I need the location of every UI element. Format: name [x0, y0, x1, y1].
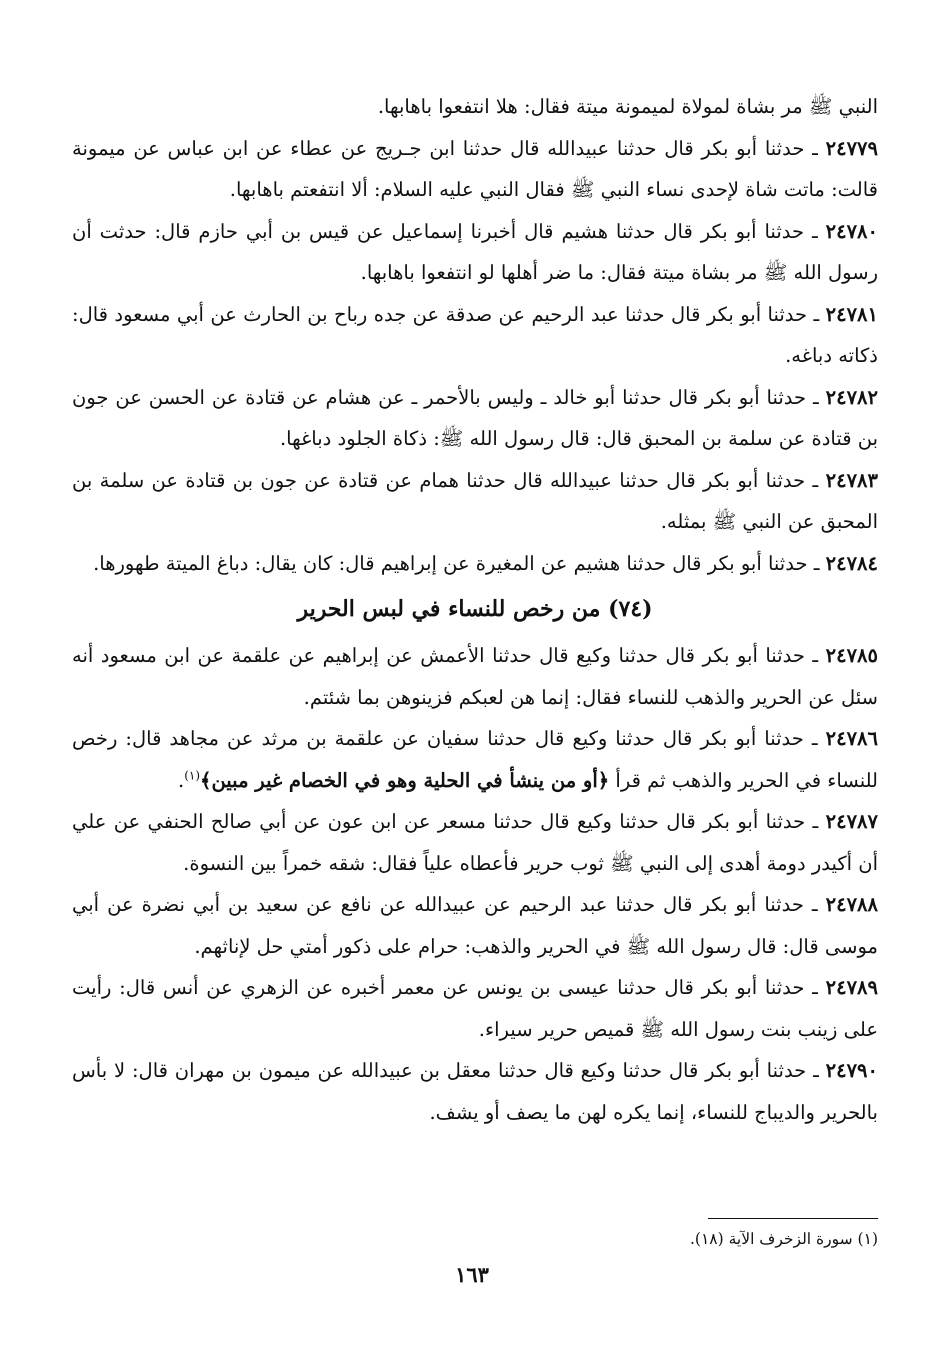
hadith-number: ٢٤٧٨٥: [825, 644, 878, 667]
hadith-item: [72, 211, 878, 294]
hadith-text: ـ حدثنا أبو بكر قال حدثنا عيسى بن يونس عن معمر أخبره عن الزهري عن أنس قال: رأيت على زينب بنت رسول الله ﷺ قميص حرير سيراء.: [72, 976, 878, 1041]
hadith-item: [72, 635, 878, 718]
hadith-item: [72, 543, 878, 585]
hadith-text: ـ حدثنا أبو بكر قال حدثنا عبد الرحيم عن عبيدالله عن نافع عن سعيد بن أبي نضرة عن أبي موسى قال: قال رسول الله ﷺ في الحرير والذهب: حرام على ذكور أمتي حل لإناثهم.: [72, 893, 878, 958]
hadith-item: [72, 718, 878, 801]
section-hadith-list: [72, 635, 878, 1133]
hadith-item: [72, 884, 878, 967]
page-number: ١٦٣: [455, 1262, 489, 1287]
hadith-number: ٢٤٧٨٣: [825, 468, 878, 492]
hadith-text: ـ حدثنا أبو بكر قال حدثنا عبد الرحيم عن صدقة عن جده رباح بن الحارث عن أبي مسعود قال: ذكاته دباغه.: [72, 302, 878, 367]
hadith-text: ـ حدثنا أبو بكر قال حدثنا هشيم قال أخبرنا إسماعيل عن قيس بن أبي حازم قال: حدثت أن رسول الله ﷺ مر بشاة ميتة فقال: ما ضر أهلها لو انتفعوا باهابها.: [72, 219, 878, 284]
hadith-number: ٢٤٧٨٦: [825, 727, 879, 750]
hadith-list: [72, 128, 878, 585]
hadith-text: ـ حدثنا أبو بكر قال حدثنا وكيع قال حدثنا الأعمش عن إبراهيم عن علقمة عن ابن مسعود أنه سئل عن الحرير والذهب للنساء فقال: إنما هن لعبكم فزينوهن بما شئتم.: [72, 644, 878, 709]
quran-verse: ﴿أو من ينشأ في الحلية وهو في الخصام غير مبين﴾: [200, 768, 610, 792]
hadith-text: ـ حدثنا أبو بكر قال حدثنا وكيع قال حدثنا سفيان عن علقمة بن مرثد عن مجاهد قال: رخص للنساء في الحرير والذهب ثم قرأ: [72, 727, 878, 792]
hadith-text: ـ حدثنا أبو بكر قال حدثنا وكيع قال حدثنا مسعر عن ابن عون عن أبي صالح الحنفي عن علي أن أكيدر دومة أهدى إلى النبي ﷺ ثوب حرير فأعطاه علياً فقال: شقه خمراً بين النسوة.: [72, 810, 878, 875]
hadith-number: ٢٤٧٨٩: [825, 976, 878, 999]
hadith-item: [72, 1050, 878, 1133]
hadith-text: ـ حدثنا أبو بكر قال حدثنا عبيدالله قال حدثنا همام عن قتادة عن جون بن قتادة عن سلمة بن المحبق عن النبي ﷺ بمثله.: [72, 468, 878, 533]
footnote-divider: [708, 1218, 878, 1219]
hadith-item: [72, 128, 878, 211]
hadith-number: ٢٤٧٨٢: [825, 385, 878, 409]
page-body: [72, 86, 878, 1133]
hadith-number: ٢٤٧٧٩: [825, 136, 878, 160]
footnote-reference[interactable]: (١): [184, 768, 201, 782]
hadith-item: [72, 294, 878, 377]
hadith-item: [72, 967, 878, 1050]
hadith-text-end: .: [178, 768, 185, 792]
hadith-item: [72, 801, 878, 884]
hadith-number: ٢٤٧٩٠: [825, 1059, 878, 1082]
lead-paragraph: النبي ﷺ مر بشاة لمولاة لميمونة ميتة فقال: هلا انتفعوا باهابها.: [377, 95, 878, 118]
hadith-text: ـ حدثنا أبو بكر قال حدثنا هشيم عن المغيرة عن إبراهيم قال: كان يقال: دباغ الميتة طهورها.: [93, 551, 820, 575]
hadith-number: ٢٤٧٨٧: [825, 810, 878, 833]
hadith-number: ٢٤٧٨٤: [825, 551, 878, 575]
hadith-text: ـ حدثنا أبو بكر قال حدثنا عبيدالله قال حدثنا ابن جـريج عن عطاء عن ابن عباس عن ميمونة قالت: ماتت شاة لإحدى نساء النبي ﷺ فقال النبي عليه السلام: ألا انتفعتم باهابها.: [72, 136, 878, 201]
hadith-item: [72, 377, 878, 460]
hadith-number: ٢٤٧٨٠: [825, 219, 878, 243]
hadith-text: ـ حدثنا أبو بكر قال حدثنا وكيع قال حدثنا معقل بن عبيدالله عن ميمون بن مهران قال: لا بأس بالحرير والديباج للنساء، إنما يكره لهن ما يصف أو يشف.: [72, 1059, 878, 1124]
hadith-item: [72, 460, 878, 543]
footnote: (١) سورة الزخرف الآية (١٨).: [690, 1230, 878, 1248]
hadith-text: ـ حدثنا أبو بكر قال حدثنا أبو خالد ـ وليس بالأحمر ـ عن هشام عن قتادة عن الحسن عن جون بن قتادة عن سلمة بن المحبق قال: قال رسول الله ﷺ: ذكاة الجلود دباغها.: [72, 385, 878, 450]
hadith-number: ٢٤٧٨٨: [825, 893, 878, 916]
hadith-number: ٢٤٧٨١: [825, 302, 879, 326]
section-heading: (٧٤) من رخص للنساء في لبس الحرير: [297, 596, 653, 622]
